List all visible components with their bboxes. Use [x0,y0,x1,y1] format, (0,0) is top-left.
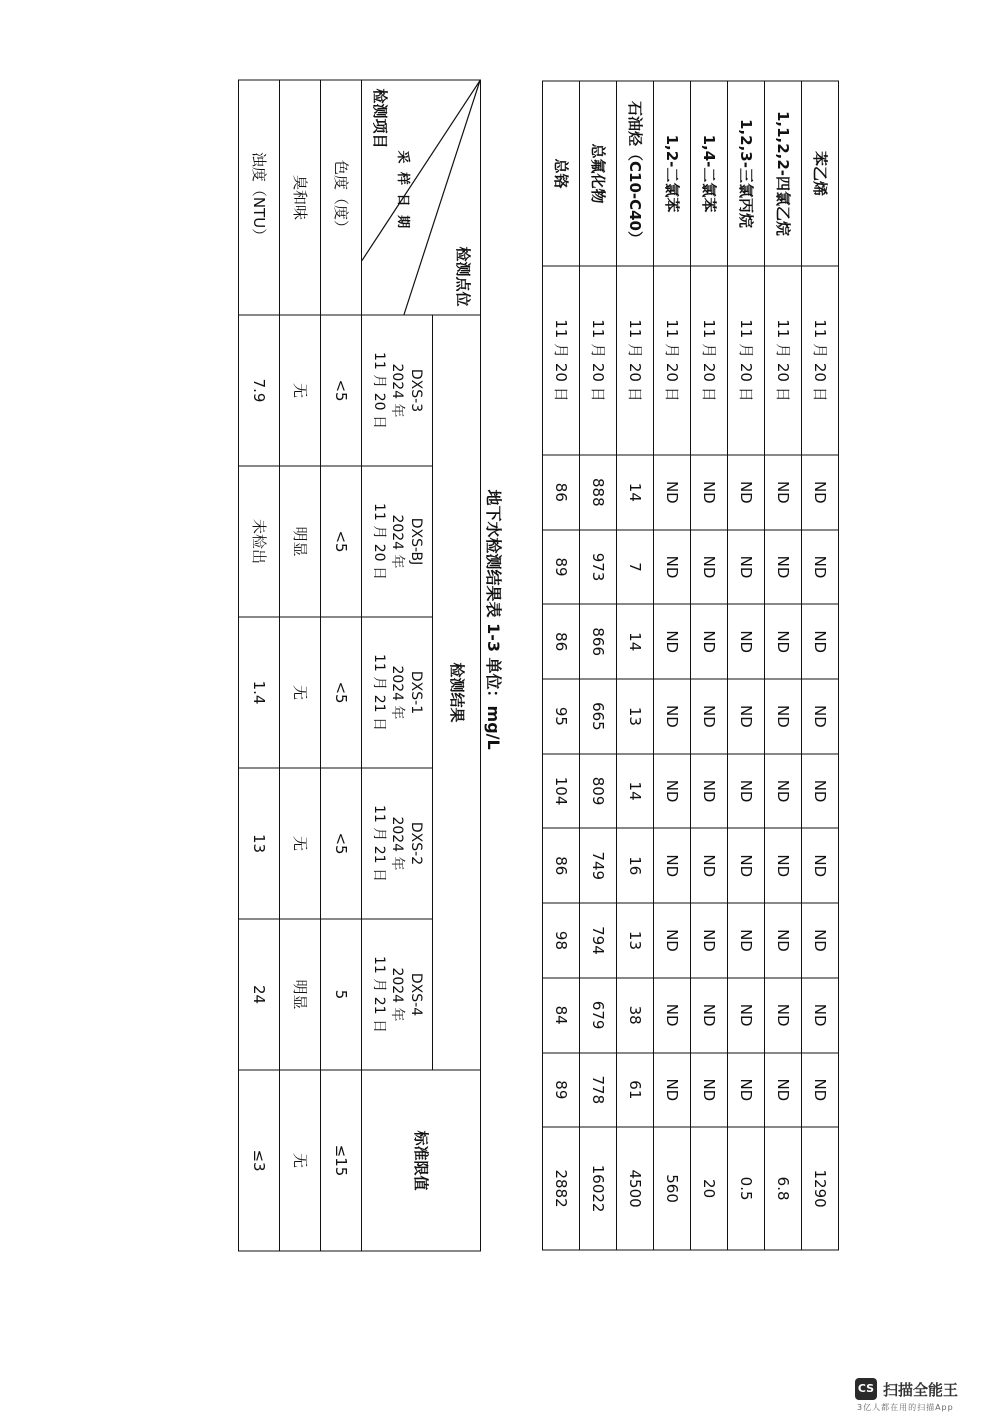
result-cell: 7.9 [239,315,280,466]
result-cell: ND [728,1053,765,1128]
result-cell: ND [765,1053,802,1128]
result-cell: 1.4 [239,617,280,768]
result-cell: 794 [580,903,617,978]
result-cell: 749 [580,828,617,903]
table-row [802,81,839,1250]
result-cell: ND [802,903,839,978]
result-cell: 888 [580,455,617,530]
result-cell: <5 [321,466,362,617]
result-cell: ND [654,679,691,754]
result-cell: ND [728,455,765,530]
result-cell: 84 [543,978,580,1053]
result-cell: ND [691,604,728,679]
result-cell: ND [728,679,765,754]
result-cell: 24 [239,919,280,1070]
point-id: DXS-3 [408,368,425,413]
point-year: 2024 年 [389,967,406,1022]
limit-cell: 4500 [617,1127,654,1250]
limit-cell: 无 [280,1070,321,1251]
limit-cell: ≤15 [321,1070,362,1251]
result-cell: ND [654,455,691,530]
row-name: 总铬 [543,81,580,266]
result-cell: 104 [543,754,580,829]
result-cell: ND [802,978,839,1053]
limit-cell: 1290 [802,1127,839,1250]
limit-cell: ≤3 [239,1070,280,1251]
result-cell: 13 [617,679,654,754]
limit-cell: 0.5 [728,1127,765,1250]
result-cell: ND [691,1053,728,1128]
table-row [765,81,802,1250]
result-cell: 89 [543,530,580,605]
result-cell: ND [654,1053,691,1128]
table-row [728,81,765,1250]
result-cell: 38 [617,978,654,1053]
point-id: DXS-1 [408,670,425,715]
point-header [362,466,433,617]
limit-cell: 560 [654,1127,691,1250]
limit-header: 标准限值 [362,1070,481,1251]
result-cell: 86 [543,455,580,530]
row-name: 总氟化物 [580,81,617,266]
results-group-header: 检测结果 [433,315,481,1070]
limit-cell: 6.8 [765,1127,802,1250]
table-row [617,81,654,1250]
result-cell: 61 [617,1053,654,1128]
result-cell: 98 [543,903,580,978]
result-cell: 13 [239,768,280,919]
scanner-badge [855,1378,985,1412]
result-cell: ND [728,754,765,829]
result-cell: 86 [543,828,580,903]
result-cell: ND [728,903,765,978]
results-table-upper [542,81,839,1251]
limit-cell: 20 [691,1127,728,1250]
result-cell: ND [691,754,728,829]
result-cell: 明显 [280,466,321,617]
result-cell: ND [654,828,691,903]
result-cell: ND [691,903,728,978]
point-year: 2024 年 [389,816,406,871]
result-cell: ND [765,978,802,1053]
result-cell: ND [654,978,691,1053]
result-cell: ND [802,1053,839,1128]
result-cell: ND [765,604,802,679]
result-cell: 89 [543,1053,580,1128]
point-header [362,617,433,768]
row-name: 1,2,3-三氯丙烷 [728,81,765,266]
result-cell: ND [728,828,765,903]
point-day: 11 月 20 日 [370,503,387,580]
row-name: 1,4-二氯苯 [691,81,728,266]
row-date: 11 月 20 日 [654,266,691,455]
result-cell: ND [802,455,839,530]
table-row [691,81,728,1250]
point-id: DXS-2 [408,821,425,866]
result-cell: 95 [543,679,580,754]
point-header [362,768,433,919]
result-cell: ND [802,754,839,829]
row-date: 11 月 20 日 [580,266,617,455]
row-date: 11 月 20 日 [765,266,802,455]
result-cell: ND [654,604,691,679]
point-year: 2024 年 [389,514,406,569]
table-row [280,80,321,1251]
point-day: 11 月 21 日 [370,654,387,731]
result-cell: 未检出 [239,466,280,617]
limit-cell: 16022 [580,1127,617,1250]
row-date: 11 月 20 日 [728,266,765,455]
result-cell: ND [765,828,802,903]
result-cell: ND [802,828,839,903]
badge-subtitle: 3亿人都在用的扫描App [857,1403,954,1412]
result-cell: ND [765,530,802,605]
table-row [543,81,580,1250]
point-id: DXS-BJ [408,517,425,566]
result-cell: ND [802,530,839,605]
result-cell: ND [654,903,691,978]
result-cell: ND [765,455,802,530]
result-cell: ND [654,754,691,829]
result-cell: ND [728,530,765,605]
result-cell: <5 [321,768,362,919]
row-name: 苯乙烯 [802,81,839,266]
result-cell: 809 [580,754,617,829]
row-name: 色度（度） [321,80,362,315]
point-header [362,315,433,466]
point-day: 11 月 20 日 [370,352,387,429]
result-cell: 973 [580,530,617,605]
row-name: 臭和味 [280,80,321,315]
table-row [654,81,691,1250]
point-id: DXS-4 [408,972,425,1017]
result-cell: ND [765,903,802,978]
point-header [362,919,433,1070]
result-cell: ND [728,604,765,679]
result-cell: ND [691,978,728,1053]
result-cell: 明显 [280,919,321,1070]
result-cell: 866 [580,604,617,679]
result-cell: 14 [617,604,654,679]
result-cell: ND [691,530,728,605]
result-cell: ND [802,604,839,679]
row-date: 11 月 20 日 [802,266,839,455]
badge-name: 扫描全能王 [883,1381,959,1399]
result-cell: ND [728,978,765,1053]
results-table-lower [238,80,481,1252]
table-row [239,80,280,1251]
row-name: 石油烃（C10-C40） [617,81,654,266]
result-cell: 无 [280,768,321,919]
result-cell: 13 [617,903,654,978]
row-name: 1,1,2,2-四氯乙烷 [765,81,802,266]
result-cell: 16 [617,828,654,903]
result-cell: 665 [580,679,617,754]
result-cell: <5 [321,315,362,466]
point-year: 2024 年 [389,363,406,418]
item-label: 检测项目 [370,88,389,149]
diagonal-header-cell [362,80,481,315]
table-row [321,80,362,1251]
result-cell: ND [654,530,691,605]
result-cell: 14 [617,754,654,829]
result-cell: ND [691,455,728,530]
result-cell: 7 [617,530,654,605]
result-cell: 14 [617,455,654,530]
result-cell: 无 [280,617,321,768]
result-cell: <5 [321,617,362,768]
table-caption: 地下水检测结果表 1-3 单位：mg/L [484,489,503,750]
sample-date-label: 采 样 日 期 [395,150,410,231]
point-year: 2024 年 [389,665,406,720]
row-date: 11 月 20 日 [617,266,654,455]
result-cell: 778 [580,1053,617,1128]
result-cell: ND [765,679,802,754]
limit-cell: 2882 [543,1127,580,1250]
result-cell: 86 [543,604,580,679]
camscanner-logo-icon: CS [855,1378,877,1400]
row-date: 11 月 20 日 [543,266,580,455]
point-label: 检测点位 [454,246,472,307]
result-cell: ND [802,679,839,754]
table-row [580,81,617,1250]
result-cell: 5 [321,919,362,1070]
row-date: 11 月 20 日 [691,266,728,455]
result-cell: ND [765,754,802,829]
result-cell: 679 [580,978,617,1053]
result-cell: 无 [280,315,321,466]
row-name: 1,2-二氯苯 [654,81,691,266]
point-day: 11 月 21 日 [370,956,387,1033]
point-day: 11 月 21 日 [370,805,387,882]
row-name: 浊度（NTU） [239,80,280,315]
result-cell: ND [691,828,728,903]
result-cell: ND [691,679,728,754]
